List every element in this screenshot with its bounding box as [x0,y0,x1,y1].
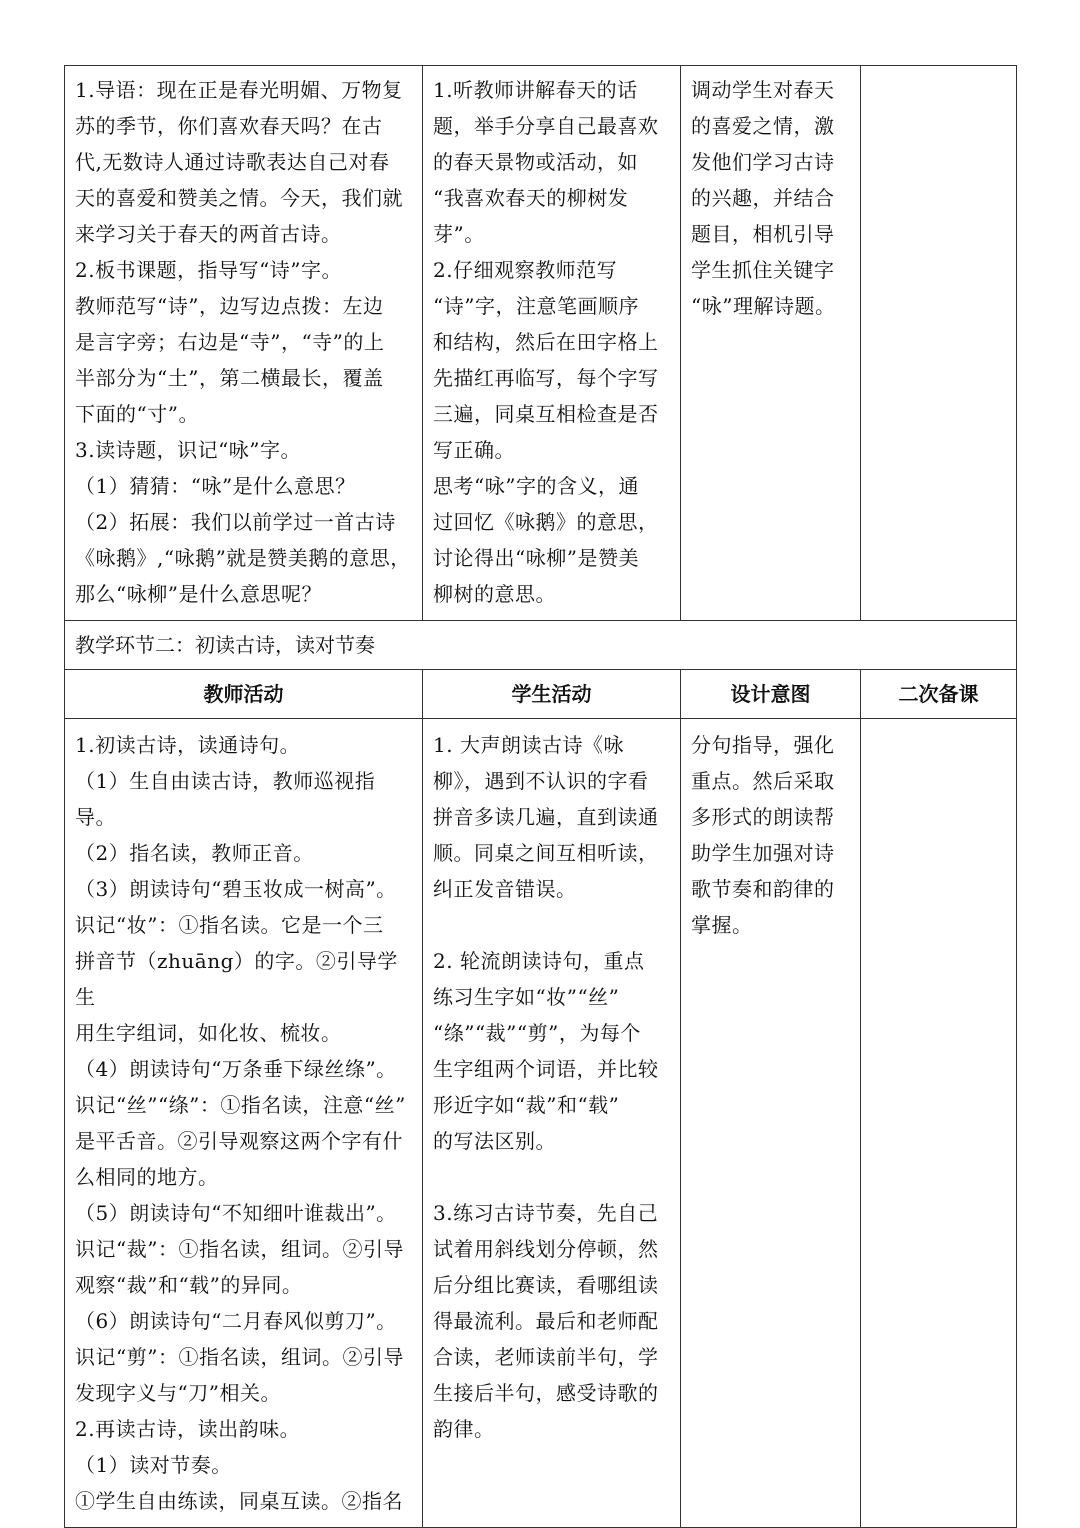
student-activity-line: 先描红再临写，每个字写 [433,366,659,390]
student-activity-cell [423,719,681,1528]
design-intent-line: 题目，相机引导 [691,222,835,246]
student-activity-line: 拼音多读几遍，直到读通 [433,805,659,829]
second-prep-cell [861,66,1017,621]
teacher-activity-line: 1.导语：现在正是春光明媚、万物复 [75,78,403,102]
student-activity-line: 芽”。 [433,222,485,246]
lesson-plan-table [64,65,1017,1528]
design-intent-line: 掌握。 [691,913,753,937]
teacher-activity-line: 观察“裁”和“载”的异同。 [75,1273,303,1297]
teacher-activity-line: ①学生自由练读，同桌互读。②指名 [75,1489,403,1513]
teacher-activity-line: 1.初读古诗，读通诗句。 [75,733,301,757]
student-activity-line: 的写法区别。 [433,1129,556,1153]
section-title-cell [65,621,1017,670]
section-title: 教学环节二：初读古诗，读对节奏 [75,633,375,657]
teacher-activity-line: （2）拓展：我们以前学过一首古诗 [75,510,396,534]
student-activity-line: 形近字如“裁”和“载” [433,1093,620,1117]
table-header-row [65,670,1017,719]
student-activity-line: 的春天景物或活动，如 [433,150,638,174]
student-activity-line: 柳》，遇到不认识的字看 [433,769,649,793]
table-row-section-title [65,621,1017,670]
teacher-activity-line: （1）猜猜：“咏”是什么意思？ [75,474,356,498]
teacher-activity-line: （3）朗读诗句“碧玉妆成一树高”。 [75,877,397,901]
teacher-activity-line: 拼音节（zhuāng）的字。②引导学生 [75,949,398,1009]
header-student-activity: 学生活动 [423,670,681,719]
student-activity-line: 2. 轮流朗读诗句，重点 [433,949,645,973]
teacher-activity-line: 3.读诗题，识记“咏”字。 [75,438,302,462]
design-intent-line: 学生抓住关键字 [691,258,835,282]
design-intent-line: 歌节奏和韵律的 [691,877,835,901]
student-activity-line: 试着用斜线划分停顿，然 [433,1237,659,1261]
student-activity-line: 3.练习古诗节奏，先自己 [433,1201,659,1225]
teacher-activity-line: 2.再读古诗，读出韵味。 [75,1417,301,1441]
student-activity-line: “绦”“裁”“剪”，为每个 [433,1021,641,1045]
teacher-activity-line: 那么“咏柳”是什么意思呢？ [75,582,322,606]
teacher-activity-cell [65,66,423,621]
design-intent-line: 调动学生对春天 [691,78,835,102]
student-activity-line: “诗”字，注意笔画顺序 [433,294,639,318]
teacher-activity-line: 是平舌音。②引导观察这两个字有什 [75,1129,403,1153]
teacher-activity-line: 半部分为“土”，第二横最长，覆盖 [75,366,384,390]
student-activity-line: 合读，老师读前半句，学 [433,1345,659,1369]
student-activity-line: 1. 大声朗读古诗《咏 [433,733,624,757]
header-teacher-activity: 教师活动 [65,670,423,719]
teacher-activity-line: 2.板书课题，指导写“诗”字。 [75,258,343,282]
student-activity-line: 生接后半句，感受诗歌的 [433,1381,659,1405]
design-intent-line: 的兴趣，并结合 [691,186,835,210]
teacher-activity-line: 识记“裁”：①指名读，组词。②引导 [75,1237,404,1261]
teacher-activity-line: 下面的“寸”。 [75,402,199,426]
student-activity-line: 纠正发音错误。 [433,877,577,901]
teacher-activity-line: 识记“丝”“绦”：①指名读，注意“丝” [75,1093,406,1117]
teacher-activity-line: 来学习关于春天的两首古诗。 [75,222,342,246]
student-activity-line: 练习生字如“妆”“丝” [433,985,620,1009]
design-intent-line: 发他们学习古诗 [691,150,835,174]
student-activity-line: 韵律。 [433,1417,495,1441]
table-row-stage1-content [65,66,1017,621]
student-activity-line: 思考“咏”字的含义，通 [433,474,639,498]
design-intent-line: 的喜爱之情，激 [691,114,835,138]
teacher-activity-line: 天的喜爱和赞美之情。今天，我们就 [75,186,403,210]
teacher-activity-line: （1）读对节奏。 [75,1453,232,1477]
student-activity-line: “我喜欢春天的柳树发 [433,186,629,210]
teacher-activity-line: 识记“剪”：①指名读，组词。②引导 [75,1345,404,1369]
teacher-activity-line: 苏的季节，你们喜欢春天吗？在古 [75,114,383,138]
teacher-activity-line: （1）生自由读古诗，教师巡视指导。 [75,769,376,829]
blank-line [433,1159,672,1195]
teacher-activity-line: 代,无数诗人通过诗歌表达自己对春 [75,150,390,174]
teacher-activity-line: （6）朗读诗句“二月春风似剪刀”。 [75,1309,397,1333]
table-row-stage2-content [65,719,1017,1528]
student-activity-line: 题，举手分享自己最喜欢 [433,114,659,138]
design-intent-cell [681,66,861,621]
student-activity-line: 写正确。 [433,438,515,462]
student-activity-line: 柳树的意思。 [433,582,556,606]
teacher-activity-line: 教师范写“诗”，边写边点拨：左边 [75,294,384,318]
design-intent-cell [681,719,861,1528]
student-activity-line: 2.仔细观察教师范写 [433,258,618,282]
student-activity-line: 和结构，然后在田字格上 [433,330,659,354]
teacher-activity-line: 么相同的地方。 [75,1165,219,1189]
teacher-activity-line: （2）指名读，教师正音。 [75,841,314,865]
teacher-activity-line: 识记“妆”：①指名读。它是一个三 [75,913,384,937]
design-intent-line: 助学生加强对诗 [691,841,835,865]
teacher-activity-line: 用生字组词，如化妆、梳妆。 [75,1021,342,1045]
blank-line [433,907,672,943]
design-intent-line: 多形式的朗读帮 [691,805,835,829]
student-activity-line: 讨论得出“咏柳”是赞美 [433,546,639,570]
second-prep-cell [861,719,1017,1528]
student-activity-line: 顺。同桌之间互相听读， [433,841,659,865]
student-activity-line: 三遍，同桌互相检查是否 [433,402,659,426]
header-design-intent: 设计意图 [681,670,861,719]
teacher-activity-cell [65,719,423,1528]
student-activity-line: 1.听教师讲解春天的话 [433,78,638,102]
teacher-activity-line: 《咏鹅》,“咏鹅”就是赞美鹅的意思， [75,546,411,570]
teacher-activity-line: （5）朗读诗句“不知细叶谁裁出”。 [75,1201,397,1225]
design-intent-line: 重点。然后采取 [691,769,835,793]
design-intent-line: 分句指导，强化 [691,733,835,757]
teacher-activity-line: 是言字旁；右边是“寺”，“寺”的上 [75,330,385,354]
student-activity-line: 得最流利。最后和老师配 [433,1309,659,1333]
student-activity-line: 生字组两个词语，并比较 [433,1057,659,1081]
student-activity-cell [423,66,681,621]
teacher-activity-line: 发现字义与“刀”相关。 [75,1381,281,1405]
teacher-activity-line: （4）朗读诗句“万条垂下绿丝绦”。 [75,1057,397,1081]
student-activity-line: 过回忆《咏鹅》的意思， [433,510,659,534]
design-intent-line: “咏”理解诗题。 [691,294,836,318]
header-second-prep: 二次备课 [861,670,1017,719]
student-activity-line: 后分组比赛读，看哪组读 [433,1273,659,1297]
